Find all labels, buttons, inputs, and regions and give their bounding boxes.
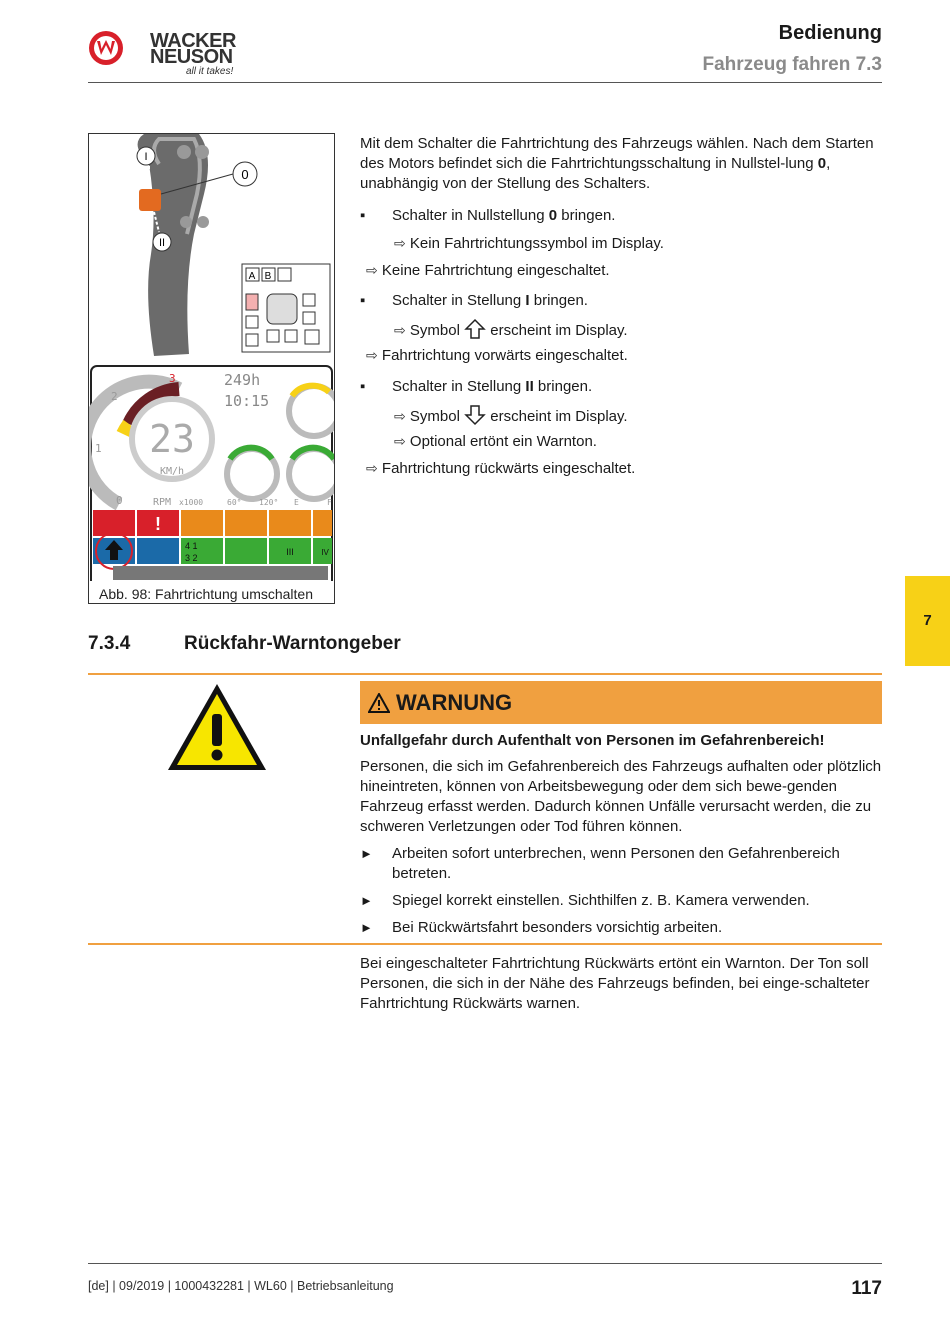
section-number: 7.3.4 <box>88 633 131 654</box>
switch-label-i: I <box>144 151 148 163</box>
bullet-arrow-icon: ► <box>360 920 373 935</box>
warning-top-rule <box>88 673 882 675</box>
temp-low: 60° <box>227 498 242 507</box>
fuel-full: F <box>327 498 332 507</box>
rpm-tick-0: 0 <box>116 494 123 507</box>
slow-speed-indicator <box>137 538 179 564</box>
footer-document-info: [de] | 09/2019 | 1000432281 | WL60 | Betriebsanleitung <box>88 1279 394 1293</box>
direction-switch-icon <box>139 189 161 211</box>
figure-caption: Abb. 98: Fahrtrichtung umschalten <box>99 586 314 602</box>
gear-ratio-bottom: 3 2 <box>185 553 198 563</box>
footer-divider <box>88 1263 882 1264</box>
warning-bullet-2: ► Spiegel korrekt einstellen. Sichthilfen z. B. Kamera verwenden. <box>360 892 810 909</box>
step-2-final-result: ⇨ Fahrtrichtung vorwärts eingeschaltet. <box>366 347 628 364</box>
page-number: 117 <box>851 1278 882 1299</box>
step-1-result: ⇨ Kein Fahrtrichtungssymbol im Display. <box>394 235 664 252</box>
warning-banner <box>360 681 882 724</box>
warning-bullet-1: ► Arbeiten sofort unterbrechen, wenn Personen den Gefahrenbereich betreten. <box>360 845 840 882</box>
warning-triangle-icon <box>165 681 269 773</box>
speed-unit: KM/h <box>159 466 185 477</box>
gear-iii-label: III <box>286 547 294 557</box>
rpm-tick-1: 1 <box>95 442 102 455</box>
forward-arrow-symbol-icon <box>464 318 486 340</box>
step-3-optional-result: ⇨ Optional ertönt ein Warnton. <box>394 433 597 450</box>
operating-hours: 249h <box>224 371 261 389</box>
header-subsection-title: Fahrzeug fahren 7.3 <box>702 54 882 75</box>
speed-value: 23 <box>149 417 195 461</box>
warning-small-icon <box>368 693 390 713</box>
step-2-result: ⇨ Symbol erscheint im Display. <box>394 318 628 341</box>
chapter-tab: 7 <box>905 576 950 666</box>
warning-bottom-rule <box>88 943 882 945</box>
rpm-label: RPM <box>153 497 172 508</box>
button-b-label: B <box>264 271 272 282</box>
rpm-tick-3: 3 <box>169 372 176 385</box>
brand-tagline: all it takes! <box>186 66 234 77</box>
wacker-neuson-logo-icon <box>88 30 124 66</box>
indicator-orange-3 <box>269 510 311 536</box>
closing-paragraph: Bei eingeschalteter Fahrtrichtung Rückwärts ertönt ein Warnton. Der Ton soll Personen, die sich in der Nähe des Fahrzeugs befinden, bei einge-schalteter Fahrtrichtung Rückwärts warnen. <box>360 955 870 1012</box>
reverse-arrow-symbol-icon <box>464 404 486 426</box>
step-3-result: ⇨ Symbol erscheint im Display. <box>394 404 628 427</box>
warning-text: Personen, die sich im Gefahrenbereich des Fahrzeugs aufhalten oder plötzlich hineintreten, können von Arbeitsbewegung oder dem sich bewe-genden Fahrzeug erfasst werden. Dadurch können Unfälle verursacht werden, die zu schweren Verletzungen oder Tod führen können. <box>360 758 882 835</box>
switch-label-ii: II <box>158 237 166 249</box>
indicator-green-2 <box>225 538 267 564</box>
header-section-title: Bedienung <box>778 22 882 44</box>
indicator-orange-1 <box>181 510 223 536</box>
fuel-empty: E <box>294 498 299 507</box>
gear-ratio-top: 4 1 <box>185 541 198 551</box>
brand-name-line2: NEUSON <box>150 46 233 68</box>
header-divider <box>88 82 882 83</box>
svg-text:!: ! <box>155 514 161 534</box>
joystick-and-display-illustration <box>89 134 334 603</box>
intro-paragraph: Mit dem Schalter die Fahrtrichtung des Fahrzeugs wählen. Nach dem Starten des Motors befindet sich die Fahrtrichtungsschaltung in Nullstel-lung 0, unabhängig von der Stellung des Schalters. <box>360 135 874 192</box>
indicator-orange-2 <box>225 510 267 536</box>
gear-iv-label: IV <box>321 548 329 557</box>
rpm-factor: x1000 <box>179 498 204 507</box>
step-3-final-result: ⇨ Fahrtrichtung rückwärts eingeschaltet. <box>366 460 636 477</box>
warning-label: WARNUNG <box>396 690 513 715</box>
button-a-label: A <box>248 271 256 282</box>
step-1-final-result: ⇨ Keine Fahrtrichtung eingeschaltet. <box>366 262 610 279</box>
indicator-orange-4 <box>313 510 332 536</box>
section-title: Rückfahr-Warntongeber <box>184 633 401 654</box>
bullet-arrow-icon: ► <box>360 893 373 908</box>
temp-high: 120° <box>259 498 279 507</box>
rpm-tick-2: 2 <box>111 390 118 403</box>
warning-heading: Unfallgefahr durch Aufenthalt von Personen im Gefahrenbereich! <box>360 732 825 749</box>
clock-time: 10:15 <box>224 392 270 410</box>
figure-direction-switch <box>88 133 335 604</box>
warning-bullet-3: ► Bei Rückwärtsfahrt besonders vorsichtig arbeiten. <box>360 919 723 936</box>
bullet-arrow-icon: ► <box>360 846 373 861</box>
brand-name-line1: WACKER <box>150 30 236 52</box>
switch-label-0: 0 <box>241 167 249 182</box>
